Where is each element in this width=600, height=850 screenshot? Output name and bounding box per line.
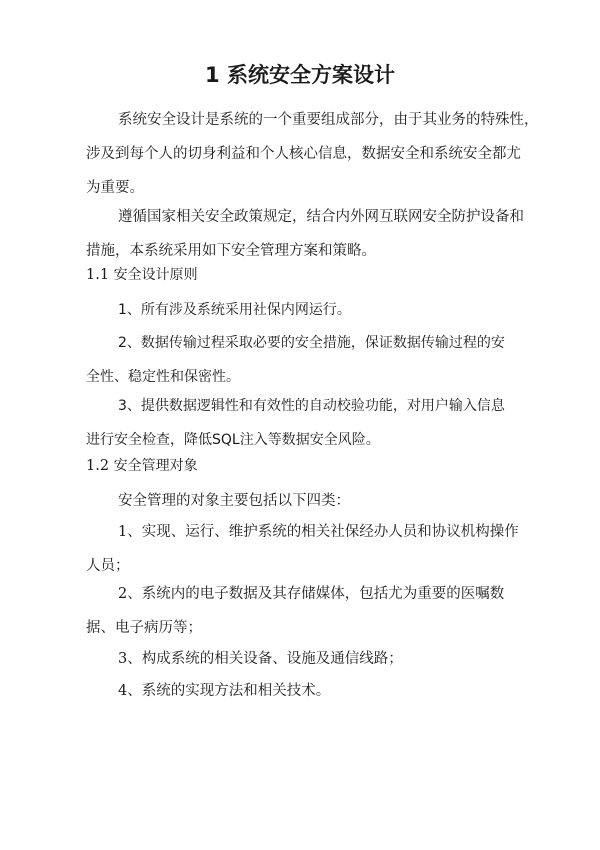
management-item-2 xyxy=(86,577,516,645)
list-item-line: 3、提供数据逻辑性和有效性的自动校验功能，对用户输入信息 xyxy=(118,398,505,414)
list-item-line: 据、电子病历等； xyxy=(86,620,202,636)
section-title: 安全设计原则 xyxy=(113,267,198,283)
paragraph-line: 系统安全设计是系统的一个重要组成部分，由于其业务的特殊性， xyxy=(118,112,539,128)
list-item-line: 2、数据传输过程采取必要的安全措施，保证数据传输过程的安 xyxy=(118,335,505,351)
list-item-line: 全性、稳定性和保密性。 xyxy=(86,369,240,385)
management-lead xyxy=(86,484,516,518)
section-heading-1-2 xyxy=(86,456,198,476)
intro-paragraph-2 xyxy=(86,200,524,268)
principle-item-2 xyxy=(86,326,516,394)
paragraph-line: 遵循国家相关安全政策规定，结合内外网互联网安全防护设备和 xyxy=(118,209,524,225)
intro-paragraph-1 xyxy=(86,103,539,205)
list-item-line: 4、系统的实现方法和相关技术。 xyxy=(118,683,331,699)
management-item-3 xyxy=(86,642,516,676)
principle-item-3 xyxy=(86,389,516,457)
list-item-line: 3、构成系统的相关设备、设施及通信线路； xyxy=(118,651,403,667)
section-number: 1.1 xyxy=(86,267,110,283)
section-title: 安全管理对象 xyxy=(113,458,198,474)
paragraph-line: 涉及到每个人的切身利益和个人核心信息，数据安全和系统安全都尤 xyxy=(86,146,521,162)
paragraph-line: 安全管理的对象主要包括以下四类： xyxy=(118,493,350,509)
list-item-line: 1、所有涉及系统采用社保内网运行。 xyxy=(118,302,351,318)
paragraph-line: 措施，本系统采用如下安全管理方案和策略。 xyxy=(86,243,376,259)
list-item-line: 进行安全检查，降低SQL注入等数据安全风险。 xyxy=(86,432,380,448)
list-item-line: 人员； xyxy=(86,558,130,574)
management-item-1 xyxy=(86,515,519,583)
document-title: 1 系统安全方案设计 xyxy=(205,63,395,87)
principle-item-1 xyxy=(86,293,516,327)
management-item-4 xyxy=(86,674,516,708)
paragraph-line: 为重要。 xyxy=(86,180,144,196)
section-number: 1.2 xyxy=(86,458,110,474)
list-item-line: 1、实现、运行、维护系统的相关社保经办人员和协议机构操作 xyxy=(118,524,519,540)
section-heading-1-1 xyxy=(86,265,198,285)
list-item-line: 2、系统内的电子数据及其存储媒体，包括尤为重要的医嘱数 xyxy=(118,586,505,602)
